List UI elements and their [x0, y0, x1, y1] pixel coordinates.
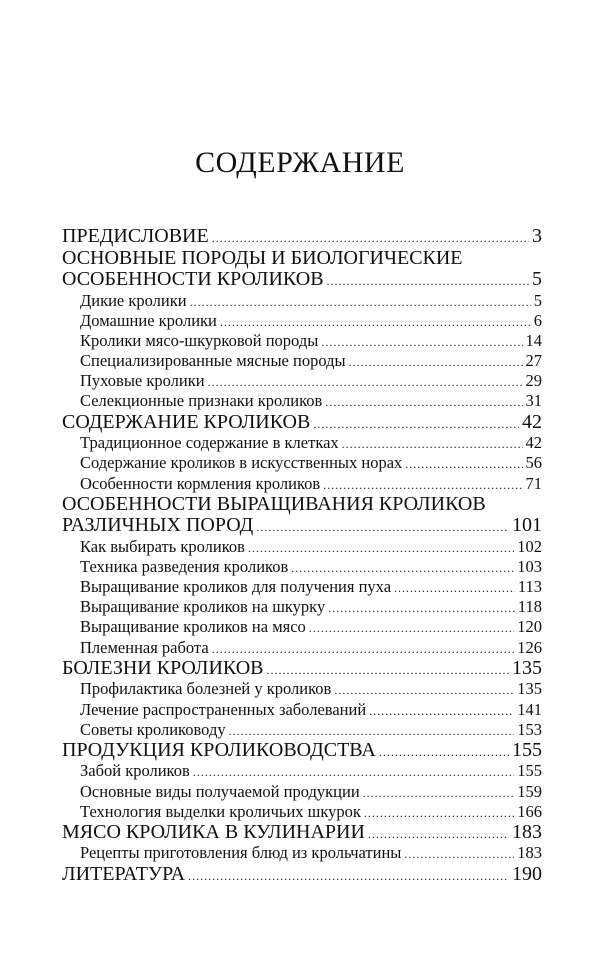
toc-entry-label: СОДЕРЖАНИЕ КРОЛИКОВ [62, 410, 311, 433]
toc-entry-label: Советы кролиководу [80, 719, 226, 739]
toc-page-number: 159 [517, 781, 542, 801]
toc-page-number: 153 [517, 719, 542, 739]
toc-section-entry[interactable] [62, 269, 542, 291]
table-of-contents [62, 226, 542, 885]
toc-leader-dots [363, 783, 515, 803]
toc-leader-dots [369, 701, 514, 721]
toc-subsection-entry[interactable] [62, 557, 542, 577]
toc-subsection-entry[interactable] [62, 474, 542, 494]
toc-subsection-entry[interactable] [62, 291, 542, 311]
toc-subsection-entry[interactable] [62, 453, 542, 473]
toc-entry-label: Специализированные мясные породы [80, 351, 346, 371]
toc-entry-label: Домашние кролики [80, 310, 217, 330]
toc-leader-dots [325, 392, 522, 412]
toc-page-number: 166 [517, 801, 542, 821]
toc-page-number: 56 [525, 453, 542, 473]
toc-leader-dots [212, 639, 515, 659]
toc-entry-label: Кролики мясо-шкурковой породы [80, 330, 319, 350]
toc-section-entry[interactable] [62, 658, 542, 680]
toc-entry-label: Технология выделки кроличьих шкурок [80, 801, 361, 821]
toc-leader-dots [405, 454, 522, 474]
toc-entry-label: Техника разведения кроликов [80, 556, 289, 576]
toc-entry-label: Основные виды получаемой продукции [80, 781, 360, 801]
toc-leader-dots [404, 844, 514, 864]
toc-leader-dots [188, 866, 509, 888]
toc-page-number: 135 [512, 656, 542, 679]
toc-page-number: 31 [525, 391, 542, 411]
toc-subsection-entry[interactable] [62, 638, 542, 658]
toc-leader-dots [220, 312, 531, 332]
toc-page-number: 102 [517, 536, 542, 556]
toc-section-entry[interactable] [62, 822, 542, 844]
toc-subsection-entry[interactable] [62, 371, 542, 391]
toc-leader-dots [248, 538, 514, 558]
toc-leader-dots [327, 271, 529, 293]
toc-leader-dots [229, 721, 515, 741]
toc-entry-label: Дикие кролики [80, 290, 187, 310]
toc-section-entry[interactable] [62, 226, 542, 248]
toc-leader-dots [267, 660, 509, 682]
toc-leader-dots [379, 742, 509, 764]
toc-entry-label: Племенная работа [80, 637, 209, 657]
toc-section-entry[interactable] [62, 515, 542, 537]
toc-leader-dots [291, 558, 514, 578]
toc-entry-label: ОСОБЕННОСТИ КРОЛИКОВ [62, 268, 324, 290]
toc-entry-label: Пуховые кролики [80, 371, 205, 391]
toc-subsection-entry[interactable] [62, 761, 542, 781]
toc-leader-dots [364, 803, 514, 823]
toc-page-number: 3 [532, 225, 542, 247]
toc-page-number: 14 [525, 330, 542, 350]
toc-page-number: 101 [512, 514, 542, 537]
toc-subsection-entry[interactable] [62, 391, 542, 411]
toc-section-entry[interactable] [62, 412, 542, 434]
toc-page-number: 6 [533, 310, 542, 330]
toc-page-number: 103 [517, 556, 542, 576]
toc-subsection-entry[interactable] [62, 802, 542, 822]
toc-subsection-entry[interactable] [62, 597, 542, 617]
toc-page-number: 126 [517, 637, 542, 657]
toc-page-number: 135 [517, 679, 542, 699]
toc-entry-label: МЯСО КРОЛИКА В КУЛИНАРИИ [62, 820, 365, 843]
toc-entry-label: Особенности кормления кроликов [80, 473, 321, 493]
toc-page-number: 27 [525, 351, 542, 371]
toc-subsection-entry[interactable] [62, 843, 542, 863]
toc-entry-label: ЛИТЕРАТУРА [62, 862, 186, 885]
toc-entry-label: РАЗЛИЧНЫХ ПОРОД [62, 514, 254, 537]
toc-page-number: 29 [525, 371, 542, 391]
toc-page-number: 5 [533, 290, 542, 310]
toc-leader-dots [349, 352, 523, 372]
toc-entry-label: Выращивание кроликов для получения пуха [80, 577, 392, 597]
toc-page-number: 141 [517, 699, 542, 719]
toc-leader-dots [323, 475, 522, 495]
toc-entry-label: ПРОДУКЦИЯ КРОЛИКОВОДСТВА [62, 738, 376, 761]
toc-page-number: 42 [525, 433, 542, 453]
toc-section-entry[interactable] [62, 740, 542, 762]
toc-section-title-line: ОСОБЕННОСТИ ВЫРАЩИВАНИЯ КРОЛИКОВ [62, 492, 486, 515]
toc-subsection-entry[interactable] [62, 617, 542, 637]
toc-leader-dots [321, 332, 522, 352]
toc-subsection-entry[interactable] [62, 331, 542, 351]
toc-entry-label: Выращивание кроликов на шкурку [80, 597, 326, 617]
toc-leader-dots [334, 680, 514, 700]
toc-leader-dots [368, 824, 509, 846]
toc-subsection-entry[interactable] [62, 311, 542, 331]
toc-leader-dots [193, 762, 514, 782]
toc-leader-dots [328, 598, 515, 618]
toc-entry-label: Содержание кроликов в искусственных норах [80, 453, 403, 473]
toc-leader-dots [313, 414, 519, 436]
toc-leader-dots [190, 292, 531, 312]
toc-page-number: 5 [532, 268, 542, 290]
toc-entry-label: Профилактика болезней у кроликов [80, 679, 332, 699]
toc-entry-label: Как выбирать кроликов [80, 536, 245, 556]
page-title: СОДЕРЖАНИЕ [195, 146, 405, 179]
toc-entry-label: Лечение распространенных заболеваний [80, 699, 367, 719]
toc-subsection-entry[interactable] [62, 720, 542, 740]
toc-entry-label: ПРЕДИСЛОВИЕ [62, 225, 209, 247]
toc-section-entry[interactable] [62, 864, 542, 886]
toc-leader-dots [208, 372, 523, 392]
toc-page-number: 120 [517, 617, 542, 637]
toc-leader-dots [309, 618, 514, 638]
toc-leader-dots [394, 578, 515, 598]
toc-entry-label: Селекционные признаки кроликов [80, 391, 323, 411]
toc-subsection-entry[interactable] [62, 433, 542, 453]
toc-subsection-entry[interactable] [62, 351, 542, 371]
toc-subsection-entry[interactable] [62, 782, 542, 802]
toc-subsection-entry[interactable] [62, 537, 542, 557]
toc-subsection-entry[interactable] [62, 679, 542, 699]
toc-page-number: 183 [517, 843, 542, 863]
toc-page-number: 155 [512, 738, 542, 761]
toc-entry-label: БОЛЕЗНИ КРОЛИКОВ [62, 656, 264, 679]
toc-page-number: 183 [512, 820, 542, 843]
toc-subsection-entry[interactable] [62, 700, 542, 720]
toc-page-number: 190 [512, 862, 542, 885]
toc-entry-label: Выращивание кроликов на мясо [80, 617, 306, 637]
toc-page-number: 71 [525, 473, 542, 493]
toc-page-number: 113 [517, 577, 542, 597]
toc-page-number: 42 [522, 410, 542, 433]
toc-page-number: 155 [517, 761, 542, 781]
toc-section-title-line: ОСНОВНЫЕ ПОРОДЫ И БИОЛОГИЧЕСКИЕ [62, 246, 463, 269]
toc-leader-dots [256, 517, 509, 539]
toc-subsection-entry[interactable] [62, 577, 542, 597]
toc-entry-label: Рецепты приготовления блюд из крольчатины [80, 843, 402, 863]
toc-entry-label: Традиционное содержание в клетках [80, 433, 339, 453]
toc-entry-label: Забой кроликов [80, 761, 190, 781]
toc-leader-dots [342, 434, 523, 454]
toc-page-number: 118 [517, 597, 542, 617]
